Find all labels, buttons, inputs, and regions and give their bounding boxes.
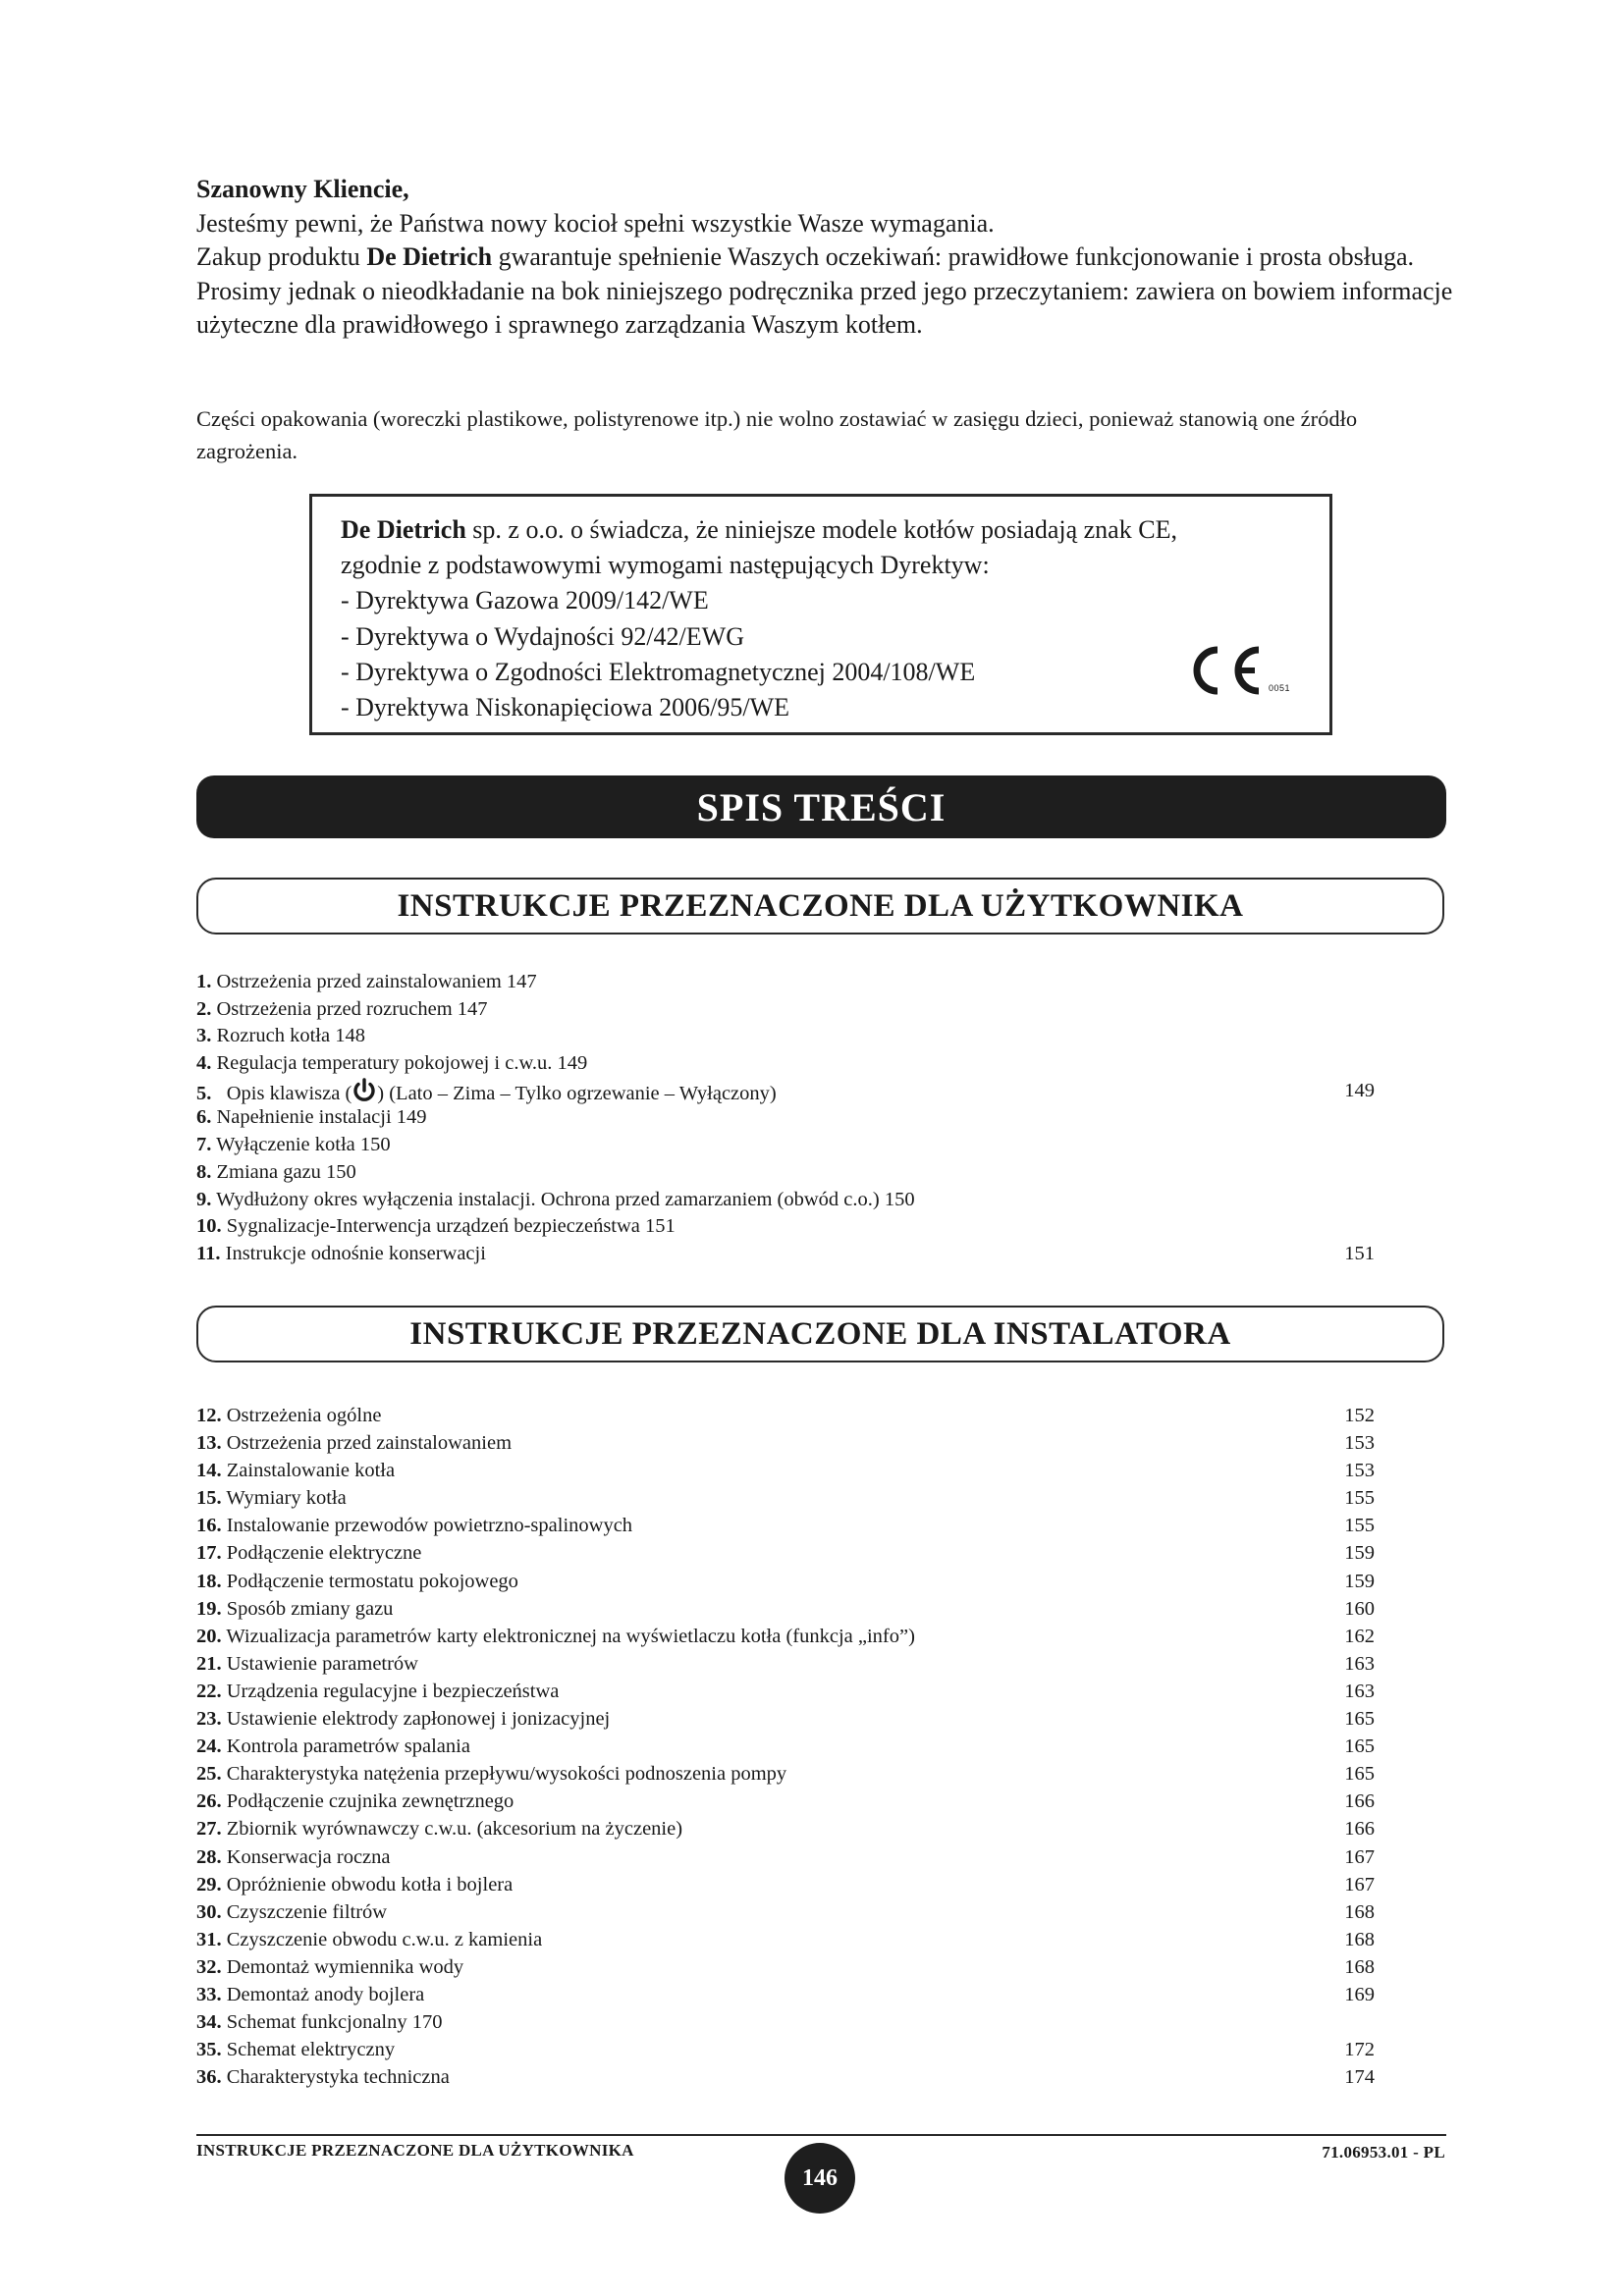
toc-item-page: 166 xyxy=(1344,1818,1375,1841)
toc-item-text: Podłączenie elektryczne xyxy=(226,1542,422,1565)
toc-item-page: 166 xyxy=(1344,1790,1375,1813)
toc-item[interactable] xyxy=(196,1132,1375,1159)
toc-item-text: Ustawienie elektrody zapłonowej i jonizacyjnej xyxy=(226,1708,611,1731)
toc-item-page: 153 xyxy=(1344,1432,1375,1455)
toc-item-number: 8. xyxy=(196,1160,212,1183)
toc-item-number: 20. xyxy=(196,1625,222,1647)
toc-item[interactable] xyxy=(196,1953,1375,1981)
toc-item[interactable] xyxy=(196,1402,1375,1429)
declaration-line-2: zgodnie z podstawowymi wymogami następujących Dyrektyw: xyxy=(341,551,990,580)
toc-item-number: 16. xyxy=(196,1515,222,1537)
toc-item-number: 26. xyxy=(196,1790,222,1813)
directive-item: - Dyrektywa o Wydajności 92/42/EWG xyxy=(341,621,744,651)
toc-item[interactable] xyxy=(196,1705,1375,1733)
toc-banner xyxy=(196,775,1446,838)
toc-item-page: 152 xyxy=(1344,1405,1375,1426)
toc-item-number: 11. xyxy=(196,1242,221,1264)
toc-item-text: Ostrzeżenia przed rozruchem 147 xyxy=(216,997,488,1020)
toc-item-text: Rozruch kotła 148 xyxy=(216,1025,365,1047)
toc-item[interactable] xyxy=(196,1023,1375,1050)
toc-item-number: 19. xyxy=(196,1597,222,1620)
toc-item[interactable] xyxy=(196,1429,1375,1457)
toc-item[interactable] xyxy=(196,1760,1375,1788)
page-number-badge: 146 xyxy=(785,2143,855,2214)
toc-item-page: 168 xyxy=(1344,1955,1375,1978)
toc-item[interactable] xyxy=(196,1241,1375,1268)
toc-item-page: 153 xyxy=(1344,1460,1375,1482)
toc-item-page: 168 xyxy=(1344,1928,1375,1950)
toc-item[interactable] xyxy=(196,1926,1375,1953)
toc-item-text: Podłączenie termostatu pokojowego xyxy=(226,1570,518,1592)
toc-list-installer xyxy=(196,1402,1375,2091)
greeting: Szanowny Kliencie, xyxy=(196,175,409,203)
packaging-warning: Części opakowania (woreczki plastikowe, polistyrenowe itp.) nie wolno zostawiać w zasięgu dzieci, ponieważ stanowią one źródło zagrożenia. xyxy=(196,406,1358,463)
toc-item-number: 9. xyxy=(196,1188,212,1210)
toc-item-page: 167 xyxy=(1344,1873,1375,1896)
toc-item-number: 1. xyxy=(196,971,212,992)
directive-item: - Dyrektywa Niskonapięciowa 2006/95/WE xyxy=(341,693,790,722)
ce-mark xyxy=(1186,642,1290,699)
toc-item-text: Zainstalowanie kotła xyxy=(226,1460,396,1482)
toc-item[interactable] xyxy=(196,1539,1375,1567)
toc-item[interactable] xyxy=(196,1678,1375,1705)
document-code: 71.06953.01 - PL xyxy=(1322,2143,1445,2162)
toc-item-text: Podłączenie czujnika zewnętrznego xyxy=(226,1790,514,1813)
section-title-user: INSTRUKCJE PRZEZNACZONE DLA UŻYTKOWNIKA xyxy=(397,887,1244,924)
toc-item-text: Ostrzeżenia przed zainstalowaniem xyxy=(226,1432,513,1455)
toc-item-text: Wyłączenie kotła 150 xyxy=(216,1134,391,1156)
toc-item-text: Schemat elektryczny xyxy=(226,2039,396,2061)
toc-item-text: Instrukcje odnośnie konserwacji xyxy=(225,1242,486,1264)
toc-item-number: 23. xyxy=(196,1708,222,1731)
toc-item[interactable] xyxy=(196,1788,1375,1815)
toc-item-number: 21. xyxy=(196,1652,222,1675)
toc-item[interactable] xyxy=(196,1050,1375,1078)
toc-item-number: 29. xyxy=(196,1873,222,1896)
toc-item[interactable] xyxy=(196,969,1375,996)
toc-item-text: Kontrola parametrów spalania xyxy=(226,1735,470,1758)
toc-item-page: 167 xyxy=(1344,1845,1375,1868)
toc-item-text: Czyszczenie obwodu c.w.u. z kamienia xyxy=(226,1928,543,1950)
toc-item-number: 14. xyxy=(196,1460,222,1482)
ce-declaration-box xyxy=(309,494,1332,735)
toc-item[interactable] xyxy=(196,1595,1375,1623)
toc-item-number: 25. xyxy=(196,1763,222,1786)
toc-item-text: Wizualizacja parametrów karty elektronicznej na wyświetlaczu kotła (funkcja „info”) xyxy=(226,1625,915,1647)
toc-item-page: 159 xyxy=(1344,1570,1375,1592)
directive-item: - Dyrektywa Gazowa 2009/142/WE xyxy=(341,586,709,615)
toc-item[interactable] xyxy=(196,996,1375,1024)
ce-logo-icon xyxy=(1186,642,1265,699)
toc-item[interactable] xyxy=(196,1078,1375,1105)
section-header-installer xyxy=(196,1306,1444,1362)
intro-line-2 xyxy=(196,240,1453,275)
toc-item-page: 151 xyxy=(1344,1242,1375,1264)
toc-item-text: Opróżnienie obwodu kotła i bojlera xyxy=(226,1873,514,1896)
toc-item[interactable] xyxy=(196,1981,1375,2008)
toc-list-user xyxy=(196,969,1375,1268)
brand-name: De Dietrich xyxy=(366,242,493,271)
declaration-line-1-text: sp. z o.o. o świadcza, że niniejsze modele kotłów posiadają znak CE, xyxy=(465,515,1177,544)
toc-item-page: 162 xyxy=(1344,1625,1375,1647)
toc-item-page: 165 xyxy=(1344,1735,1375,1758)
toc-item-page: 155 xyxy=(1344,1515,1375,1537)
toc-item-page: 159 xyxy=(1344,1542,1375,1565)
section-header-user xyxy=(196,878,1444,934)
toc-item-number: 22. xyxy=(196,1680,222,1702)
toc-item[interactable] xyxy=(196,1159,1375,1187)
toc-item[interactable] xyxy=(196,1104,1375,1132)
toc-item[interactable] xyxy=(196,1843,1375,1871)
declaration-brand: De Dietrich xyxy=(341,515,466,544)
toc-item-text: Zmiana gazu 150 xyxy=(216,1160,356,1183)
toc-item-number: 33. xyxy=(196,1983,222,2005)
toc-item-text: Wydłużony okres wyłączenia instalacji. Ochrona przed zamarzaniem (obwód c.o.) 150 xyxy=(216,1188,915,1210)
toc-item-number: 13. xyxy=(196,1432,222,1455)
toc-item-text: Konserwacja roczna xyxy=(226,1845,391,1868)
toc-item-number: 32. xyxy=(196,1955,222,1978)
intro-text xyxy=(196,173,1453,343)
toc-item-text: Charakterystyka techniczna xyxy=(226,2066,450,2089)
toc-item-text: Regulacja temperatury pokojowej i c.w.u. 149 xyxy=(216,1052,588,1075)
toc-item-number: 17. xyxy=(196,1542,222,1565)
toc-item[interactable] xyxy=(196,2008,1375,2036)
toc-item-page: 174 xyxy=(1344,2066,1375,2089)
directive-item: - Dyrektywa o Zgodności Elektromagnetycznej 2004/108/WE xyxy=(341,657,976,686)
toc-item-text: Urządzenia regulacyjne i bezpieczeństwa xyxy=(226,1680,560,1702)
section-title-installer: INSTRUKCJE PRZEZNACZONE DLA INSTALATORA xyxy=(409,1315,1231,1352)
toc-item[interactable] xyxy=(196,1650,1375,1678)
toc-item[interactable] xyxy=(196,1457,1375,1484)
toc-title: SPIS TREŚCI xyxy=(696,784,947,829)
toc-item-text: ) (Lato – Zima – Tylko ogrzewanie – Wyłączony) xyxy=(377,1082,777,1104)
toc-item-text: Zbiornik wyrównawczy c.w.u. (akcesorium na życzenie) xyxy=(226,1818,683,1841)
toc-item-number: 15. xyxy=(196,1487,222,1510)
toc-item[interactable] xyxy=(196,1815,1375,1842)
toc-item-text: Wymiary kotła xyxy=(226,1487,347,1510)
toc-item-text: Czyszczenie filtrów xyxy=(226,1900,388,1923)
toc-item-text: Demontaż wymiennika wody xyxy=(226,1955,464,1978)
footer-section-label: INSTRUKCJE PRZEZNACZONE DLA UŻYTKOWNIKA xyxy=(196,2141,634,2160)
toc-item-number: 28. xyxy=(196,1845,222,1868)
intro-line-3: Prosimy jednak o nieodkładanie na bok niniejszego podręcznika przed jego przeczytaniem: zawiera on bowiem informacje użyteczne dla prawidłowego i sprawnego zarządzania Waszym kotłem. xyxy=(196,276,1453,339)
toc-item[interactable] xyxy=(196,2063,1375,2091)
toc-item-page: 163 xyxy=(1344,1680,1375,1702)
toc-item[interactable] xyxy=(196,1187,1375,1214)
toc-item-text: Instalowanie przewodów powietrzno-spalinowych xyxy=(226,1515,633,1537)
toc-item[interactable] xyxy=(196,1213,1375,1241)
intro-line-1: Jesteśmy pewni, że Państwa nowy kocioł spełni wszystkie Wasze wymagania. xyxy=(196,208,995,238)
toc-item-text: Ostrzeżenia ogólne xyxy=(226,1405,382,1426)
toc-item-number: 36. xyxy=(196,2066,222,2089)
toc-item-number: 30. xyxy=(196,1900,222,1923)
toc-item-number: 18. xyxy=(196,1570,222,1592)
toc-item-number: 27. xyxy=(196,1818,222,1841)
toc-item-number: 2. xyxy=(196,997,212,1020)
toc-item[interactable] xyxy=(196,1898,1375,1926)
toc-item-number: 3. xyxy=(196,1025,212,1047)
toc-item-text: Charakterystyka natężenia przepływu/wysokości podnoszenia pompy xyxy=(226,1763,787,1786)
toc-item-page: 149 xyxy=(1344,1079,1375,1101)
toc-item[interactable] xyxy=(196,1512,1375,1539)
toc-item-number: 4. xyxy=(196,1052,212,1075)
toc-item-number: 10. xyxy=(196,1215,222,1238)
toc-item-text: Sposób zmiany gazu xyxy=(226,1597,394,1620)
toc-item-page: 165 xyxy=(1344,1763,1375,1786)
toc-item-number: 5. xyxy=(196,1082,212,1104)
toc-item-number: 24. xyxy=(196,1735,222,1758)
toc-item-number: 6. xyxy=(196,1106,212,1129)
toc-item-page: 172 xyxy=(1344,2039,1375,2061)
toc-item-text: Ostrzeżenia przed zainstalowaniem 147 xyxy=(216,971,537,992)
toc-item-number: 12. xyxy=(196,1405,222,1426)
toc-item[interactable] xyxy=(196,1484,1375,1512)
toc-item-number: 34. xyxy=(196,2011,222,2034)
footer-divider xyxy=(196,2134,1446,2136)
toc-item[interactable] xyxy=(196,2036,1375,2063)
toc-item-page: 165 xyxy=(1344,1708,1375,1731)
toc-item-text: Ustawienie parametrów xyxy=(226,1652,418,1675)
intro-line-2-pre: Zakup produktu xyxy=(196,242,367,271)
intro-line-2-post: gwarantuje spełnienie Waszych oczekiwań: prawidłowe funkcjonowanie i prosta obsługa. xyxy=(492,242,1415,271)
declaration-line-1 xyxy=(341,512,1177,548)
toc-item-text: Opis klawisza ( xyxy=(211,1082,352,1104)
toc-item-page: 155 xyxy=(1344,1487,1375,1510)
ce-notified-body-number: 0051 xyxy=(1269,683,1291,693)
toc-item-page: 169 xyxy=(1344,1983,1375,2005)
toc-item-page: 168 xyxy=(1344,1900,1375,1923)
toc-item[interactable] xyxy=(196,1733,1375,1760)
toc-item[interactable] xyxy=(196,1623,1375,1650)
toc-item-page: 163 xyxy=(1344,1652,1375,1675)
toc-item[interactable] xyxy=(196,1568,1375,1595)
toc-item-text: Demontaż anody bojlera xyxy=(226,1983,425,2005)
toc-item-text: Schemat funkcjonalny 170 xyxy=(226,2011,443,2034)
toc-item-number: 31. xyxy=(196,1928,222,1950)
toc-item-number: 35. xyxy=(196,2039,222,2061)
toc-item-page: 160 xyxy=(1344,1597,1375,1620)
toc-item-text: Sygnalizacje-Interwencja urządzeń bezpieczeństwa 151 xyxy=(226,1215,676,1238)
toc-item-number: 7. xyxy=(196,1134,212,1156)
toc-item-text: Napełnienie instalacji 149 xyxy=(216,1106,427,1129)
toc-item[interactable] xyxy=(196,1871,1375,1898)
